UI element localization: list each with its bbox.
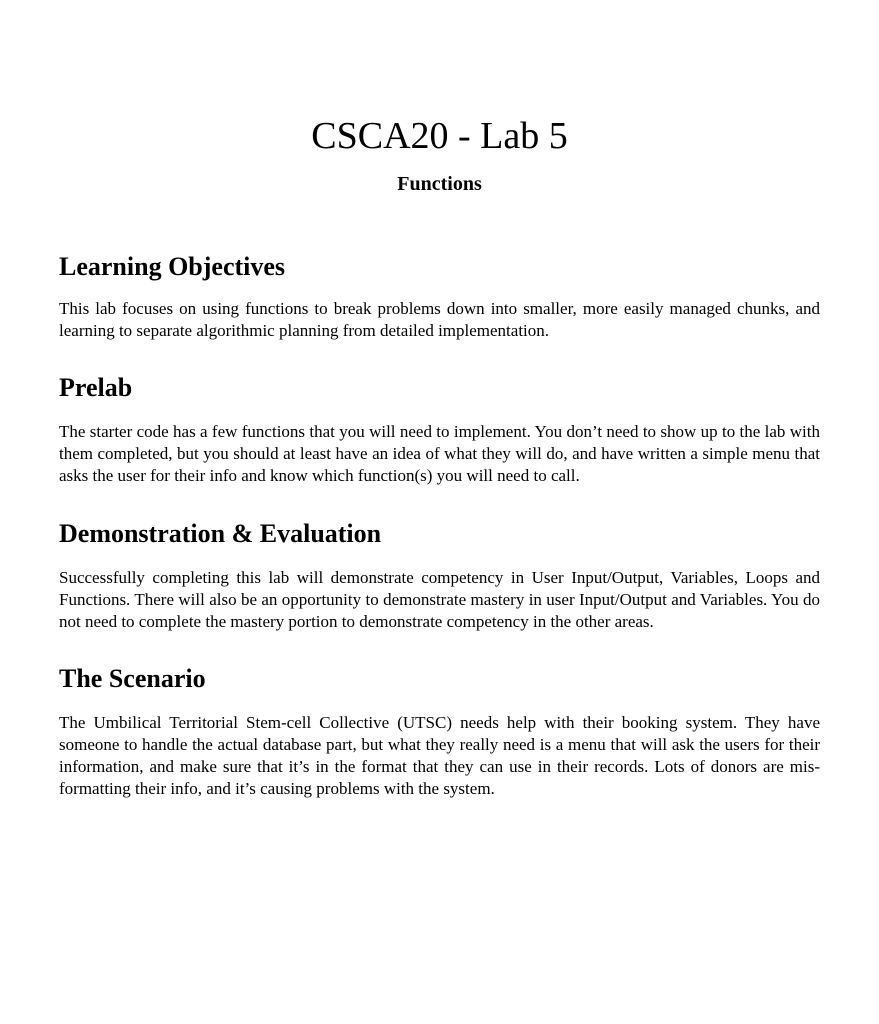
section-body: This lab focuses on using functions to break problems down into smaller, more easily managed chunks, and learning to separate algorithmic planning from detailed implementation. <box>59 299 820 340</box>
section-heading: Learning Objectives <box>59 252 286 281</box>
document-title: CSCA20 - Lab 5 <box>311 115 568 157</box>
section-body: The Umbilical Territorial Stem-cell Collective (UTSC) needs help with their booking system. They have someone to handle the actual database part, but what they really need is a menu that will ask the users for their information, and make sure that it’s in the format that they can use in their records. Lots of donors are mis-formatting their info, and it’s causing problems with the system. <box>59 713 820 798</box>
section-learning-objectives <box>59 252 820 342</box>
section-demonstration-evaluation <box>59 519 820 633</box>
section-heading: The Scenario <box>59 664 206 693</box>
document-subtitle: Functions <box>397 173 482 195</box>
section-heading: Demonstration & Evaluation <box>59 519 382 548</box>
section-body: Successfully completing this lab will demonstrate competency in User Input/Output, Variables, Loops and Functions. There will also be an opportunity to demonstrate mastery in user Input/Output and Variables. You do not need to complete the mastery portion to demonstrate competency in the other areas. <box>59 568 820 631</box>
section-the-scenario <box>59 664 820 800</box>
section-heading: Prelab <box>59 373 133 402</box>
section-body: The starter code has a few functions that you will need to implement. You don’t need to show up to the lab with them completed, but you should at least have an idea of what they will do, and have written a simple menu that asks the user for their info and know which function(s) you will need to call. <box>59 422 820 485</box>
section-prelab <box>59 373 820 487</box>
